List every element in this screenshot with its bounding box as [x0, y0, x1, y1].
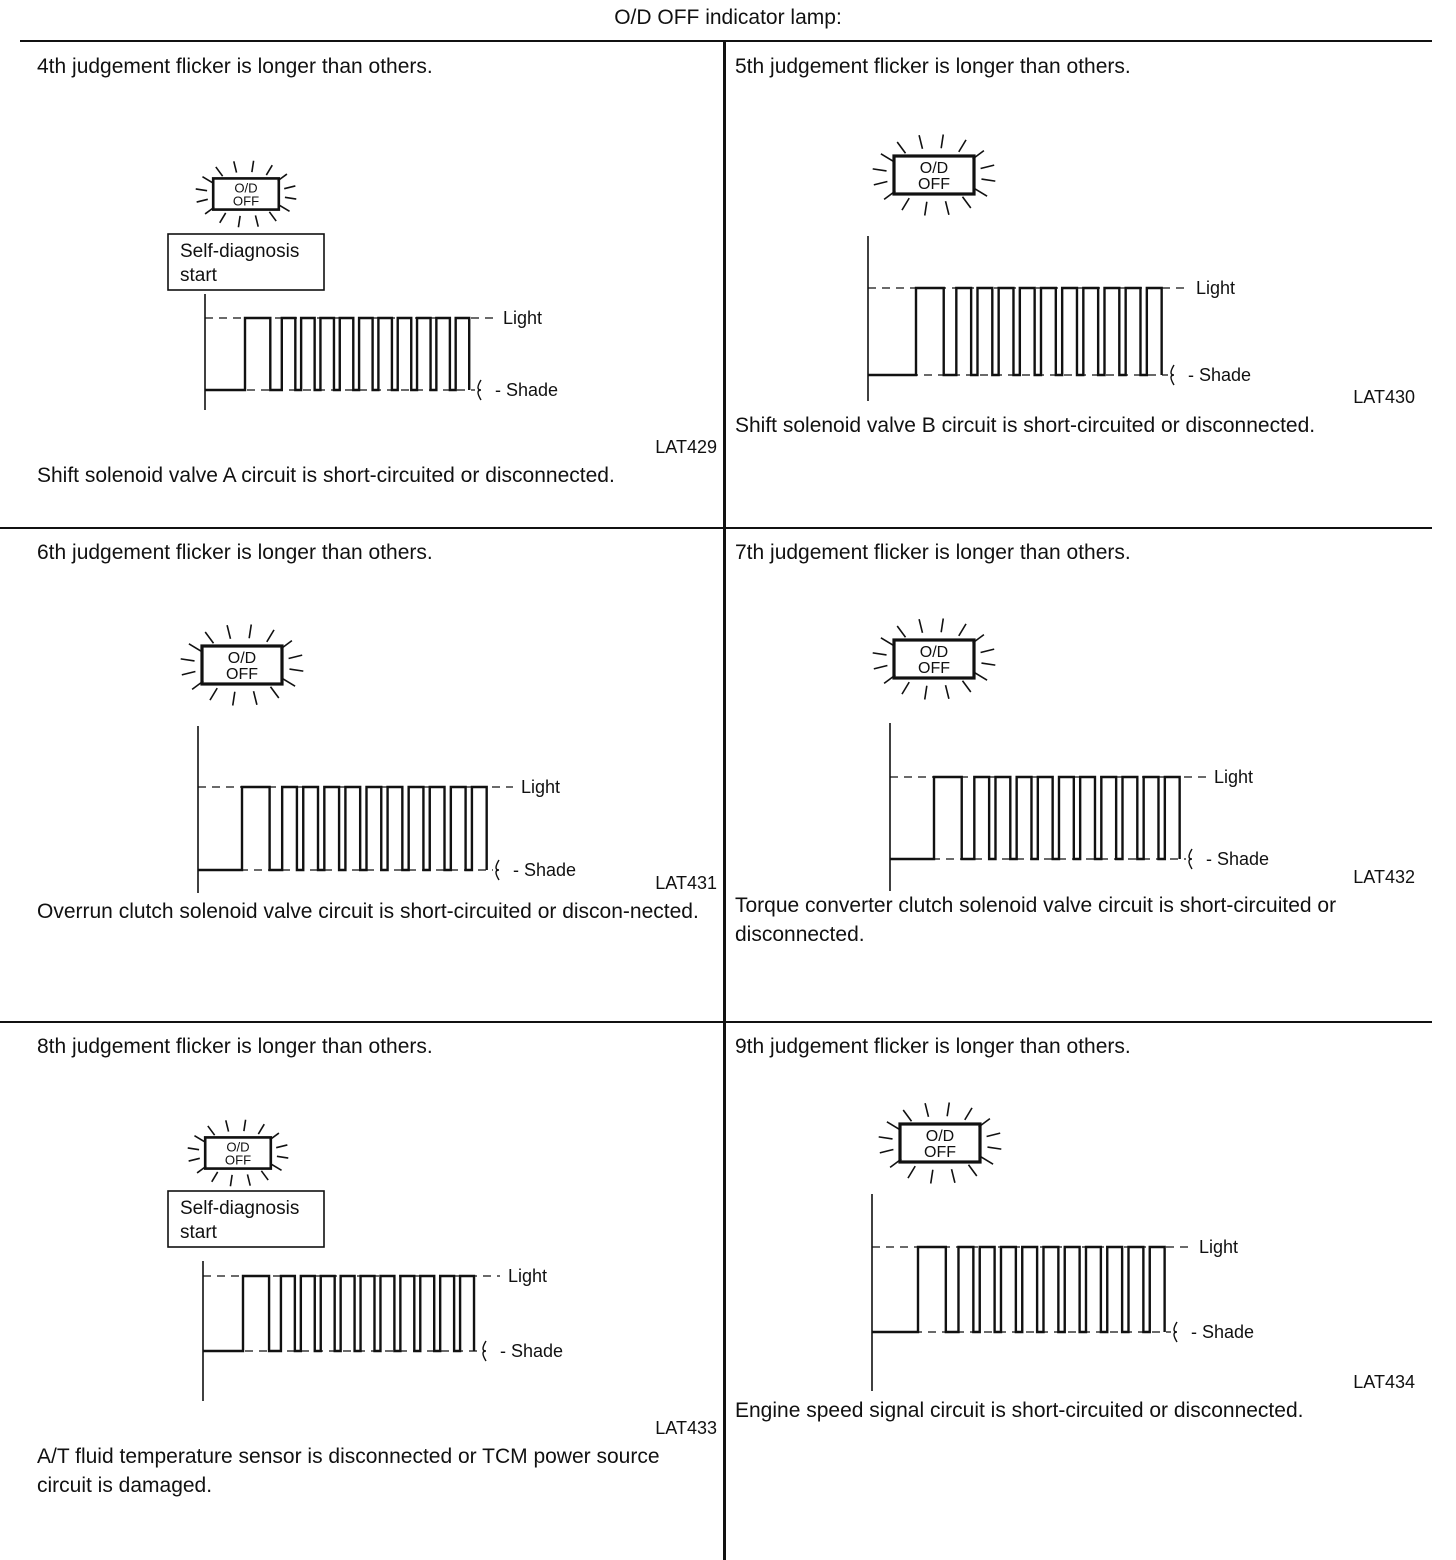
lamp-ray — [919, 619, 922, 633]
lamp-ray — [208, 1126, 215, 1135]
light-label: Light — [1199, 1237, 1239, 1257]
lamp-ray — [941, 618, 943, 632]
figure-code: LAT430 — [1353, 387, 1415, 407]
light-label: Light — [1196, 278, 1236, 298]
lamp-ray — [267, 630, 274, 642]
lamp-ray — [220, 213, 226, 223]
lamp-ray — [925, 1103, 928, 1117]
cell-description: Shift solenoid valve A circuit is short-circuited or disconnected. — [37, 464, 615, 487]
lamp-label-line1: O/D — [925, 1128, 955, 1145]
lamp-ray — [879, 1137, 893, 1139]
lamp-ray — [212, 1172, 218, 1182]
lamp-ray — [269, 212, 276, 221]
lamp-ray — [902, 198, 909, 210]
self-diagnosis-label-line1: Self-diagnosis — [180, 241, 300, 262]
shade-label: - Shade — [1188, 365, 1252, 385]
shade-label: - Shade — [495, 380, 559, 400]
lamp-ray — [188, 1148, 199, 1150]
cell-heading: 8th judgement flicker is longer than others. — [37, 1035, 433, 1058]
lamp-ray — [874, 665, 888, 668]
diagnosis-cell-5th — [726, 41, 1432, 527]
lamp-ray — [975, 673, 987, 680]
lamp-ray — [887, 1122, 899, 1129]
lamp-ray — [908, 1166, 915, 1178]
lamp-ray — [874, 181, 888, 184]
flicker-waveform — [890, 777, 1180, 859]
flicker-diagram — [856, 591, 1296, 891]
lamp-ray — [959, 140, 966, 152]
lamp-ray — [247, 1174, 250, 1185]
figure-code: LAT432 — [1353, 867, 1415, 887]
cell-heading: 5th judgement flicker is longer than others. — [735, 55, 1131, 78]
lamp-label-line2: OFF — [924, 1144, 956, 1161]
lamp-label-line2: OFF — [918, 660, 950, 677]
lamp-label-line2: OFF — [226, 666, 258, 683]
light-label: Light — [521, 777, 561, 797]
lamp-ray — [189, 644, 201, 651]
lamp-ray — [962, 197, 970, 208]
figure-code: LAT429 — [655, 437, 717, 457]
lamp-ray — [289, 669, 303, 671]
lamp-ray — [897, 626, 905, 637]
lamp-ray — [897, 142, 905, 153]
lamp-ray — [947, 1102, 949, 1116]
light-label: Light — [508, 1266, 548, 1286]
flicker-diagram — [160, 581, 600, 893]
flicker-diagram — [856, 1071, 1296, 1391]
lamp-ray — [941, 134, 943, 148]
lamp-ray — [189, 1158, 200, 1161]
lamp-ray — [272, 1164, 282, 1170]
page-title: O/D OFF indicator lamp: — [614, 6, 842, 29]
lamp-ray — [233, 692, 235, 706]
shade-label: - Shade — [500, 1341, 564, 1361]
lamp-ray — [946, 685, 949, 699]
lamp-ray — [226, 1120, 229, 1131]
figure-code: LAT431 — [655, 873, 717, 893]
diagnosis-cell-8th — [0, 1023, 723, 1560]
lamp-ray — [946, 201, 949, 215]
lamp-ray — [266, 165, 272, 175]
lamp-ray — [873, 653, 887, 655]
flicker-diagram — [150, 116, 580, 416]
lamp-label-line1: O/D — [919, 160, 949, 177]
lamp-ray — [987, 1133, 1001, 1136]
lamp-ray — [252, 161, 254, 172]
lamp-ray — [276, 1145, 287, 1148]
lamp-ray — [289, 655, 303, 658]
diagnosis-cell-7th — [726, 529, 1432, 1021]
lamp-ray — [981, 663, 995, 665]
lamp-ray — [234, 161, 237, 172]
lamp-ray — [981, 165, 995, 168]
cell-heading: 4th judgement flicker is longer than others. — [37, 55, 433, 78]
flicker-diagram — [846, 91, 1286, 401]
lamp-label-line2: OFF — [224, 1152, 252, 1168]
self-diagnosis-label-line2: start — [180, 1222, 217, 1243]
lamp-ray — [277, 1156, 288, 1158]
lamp-ray — [244, 1120, 246, 1131]
shade-brace-icon — [1171, 365, 1174, 385]
lamp-ray — [925, 686, 927, 700]
cell-description: Overrun clutch solenoid valve circuit is short-circuited or discon-nected. — [37, 900, 699, 923]
lamp-ray — [270, 687, 278, 698]
lamp-ray — [285, 197, 296, 199]
diagnosis-cell-4th — [0, 41, 723, 527]
lamp-ray — [968, 1165, 976, 1176]
flicker-waveform — [198, 787, 487, 870]
flicker-diagram — [150, 1081, 580, 1401]
cell-description: A/T fluid temperature sensor is disconnected or TCM power source circuit is damaged. — [37, 1445, 660, 1497]
flicker-waveform — [205, 318, 469, 390]
lamp-ray — [210, 688, 217, 700]
lamp-ray — [881, 638, 893, 645]
lamp-ray — [975, 189, 987, 196]
lamp-ray — [280, 205, 290, 211]
lamp-ray — [230, 1175, 232, 1186]
lamp-ray — [873, 169, 887, 171]
lamp-ray — [903, 1110, 911, 1121]
shade-brace-icon — [483, 1341, 486, 1361]
shade-brace-icon — [1174, 1322, 1177, 1342]
shade-brace-icon — [478, 380, 481, 400]
cell-description: Engine speed signal circuit is short-circuited or disconnected. — [735, 1399, 1304, 1422]
shade-label: - Shade — [1191, 1322, 1255, 1342]
shade-label: - Shade — [513, 860, 577, 880]
self-diagnosis-label-line1: Self-diagnosis — [180, 1198, 300, 1219]
lamp-ray — [205, 632, 213, 643]
lamp-ray — [880, 1149, 894, 1152]
lamp-ray — [283, 679, 295, 686]
lamp-ray — [238, 216, 240, 227]
flicker-waveform — [872, 1247, 1165, 1332]
lamp-ray — [962, 681, 970, 692]
flicker-waveform — [868, 288, 1162, 375]
diagnosis-cell-9th — [726, 1023, 1432, 1560]
figure-code: LAT433 — [655, 1418, 717, 1438]
lamp-ray — [987, 1147, 1001, 1149]
lamp-ray — [182, 671, 196, 674]
lamp-ray — [197, 199, 208, 202]
lamp-label-line1: O/D — [919, 644, 949, 661]
lamp-ray — [959, 624, 966, 636]
lamp-ray — [258, 1124, 264, 1134]
lamp-ray — [931, 1170, 933, 1184]
lamp-label-line1: O/D — [234, 180, 258, 196]
cell-description: Torque converter clutch solenoid valve circuit is short-circuited or disconnected. — [735, 894, 1337, 946]
lamp-ray — [965, 1108, 972, 1120]
self-diagnosis-label-line2: start — [180, 265, 217, 286]
lamp-ray — [902, 682, 909, 694]
lamp-ray — [925, 202, 927, 216]
diagnosis-cell-6th — [0, 529, 723, 1021]
lamp-ray — [881, 154, 893, 161]
lamp-ray — [181, 659, 195, 661]
lamp-ray — [196, 189, 207, 191]
lamp-ray — [216, 167, 223, 176]
lamp-label-line1: O/D — [227, 650, 257, 667]
lamp-ray — [981, 649, 995, 652]
lamp-ray — [919, 135, 922, 149]
lamp-ray — [254, 691, 257, 705]
lamp-ray — [202, 177, 212, 183]
lamp-ray — [981, 179, 995, 181]
shade-brace-icon — [496, 860, 499, 880]
lamp-ray — [981, 1157, 993, 1164]
flicker-waveform — [203, 1276, 474, 1351]
lamp-ray — [952, 1169, 955, 1183]
cell-heading: 9th judgement flicker is longer than others. — [735, 1035, 1131, 1058]
figure-code: LAT434 — [1353, 1372, 1415, 1392]
lamp-ray — [284, 186, 295, 189]
cell-description: Shift solenoid valve B circuit is short-circuited or disconnected. — [735, 414, 1316, 437]
lamp-ray — [261, 1171, 268, 1180]
cell-heading: 6th judgement flicker is longer than others. — [37, 541, 433, 564]
lamp-ray — [255, 215, 258, 226]
light-label: Light — [1214, 767, 1254, 787]
lamp-label-line2: OFF — [232, 193, 260, 209]
lamp-ray — [194, 1136, 204, 1142]
shade-label: - Shade — [1206, 849, 1270, 869]
lamp-ray — [249, 624, 251, 638]
shade-brace-icon — [1189, 849, 1192, 869]
lamp-ray — [227, 625, 230, 639]
lamp-label-line1: O/D — [226, 1139, 250, 1155]
lamp-label-line2: OFF — [918, 176, 950, 193]
light-label: Light — [503, 308, 543, 328]
cell-heading: 7th judgement flicker is longer than others. — [735, 541, 1131, 564]
